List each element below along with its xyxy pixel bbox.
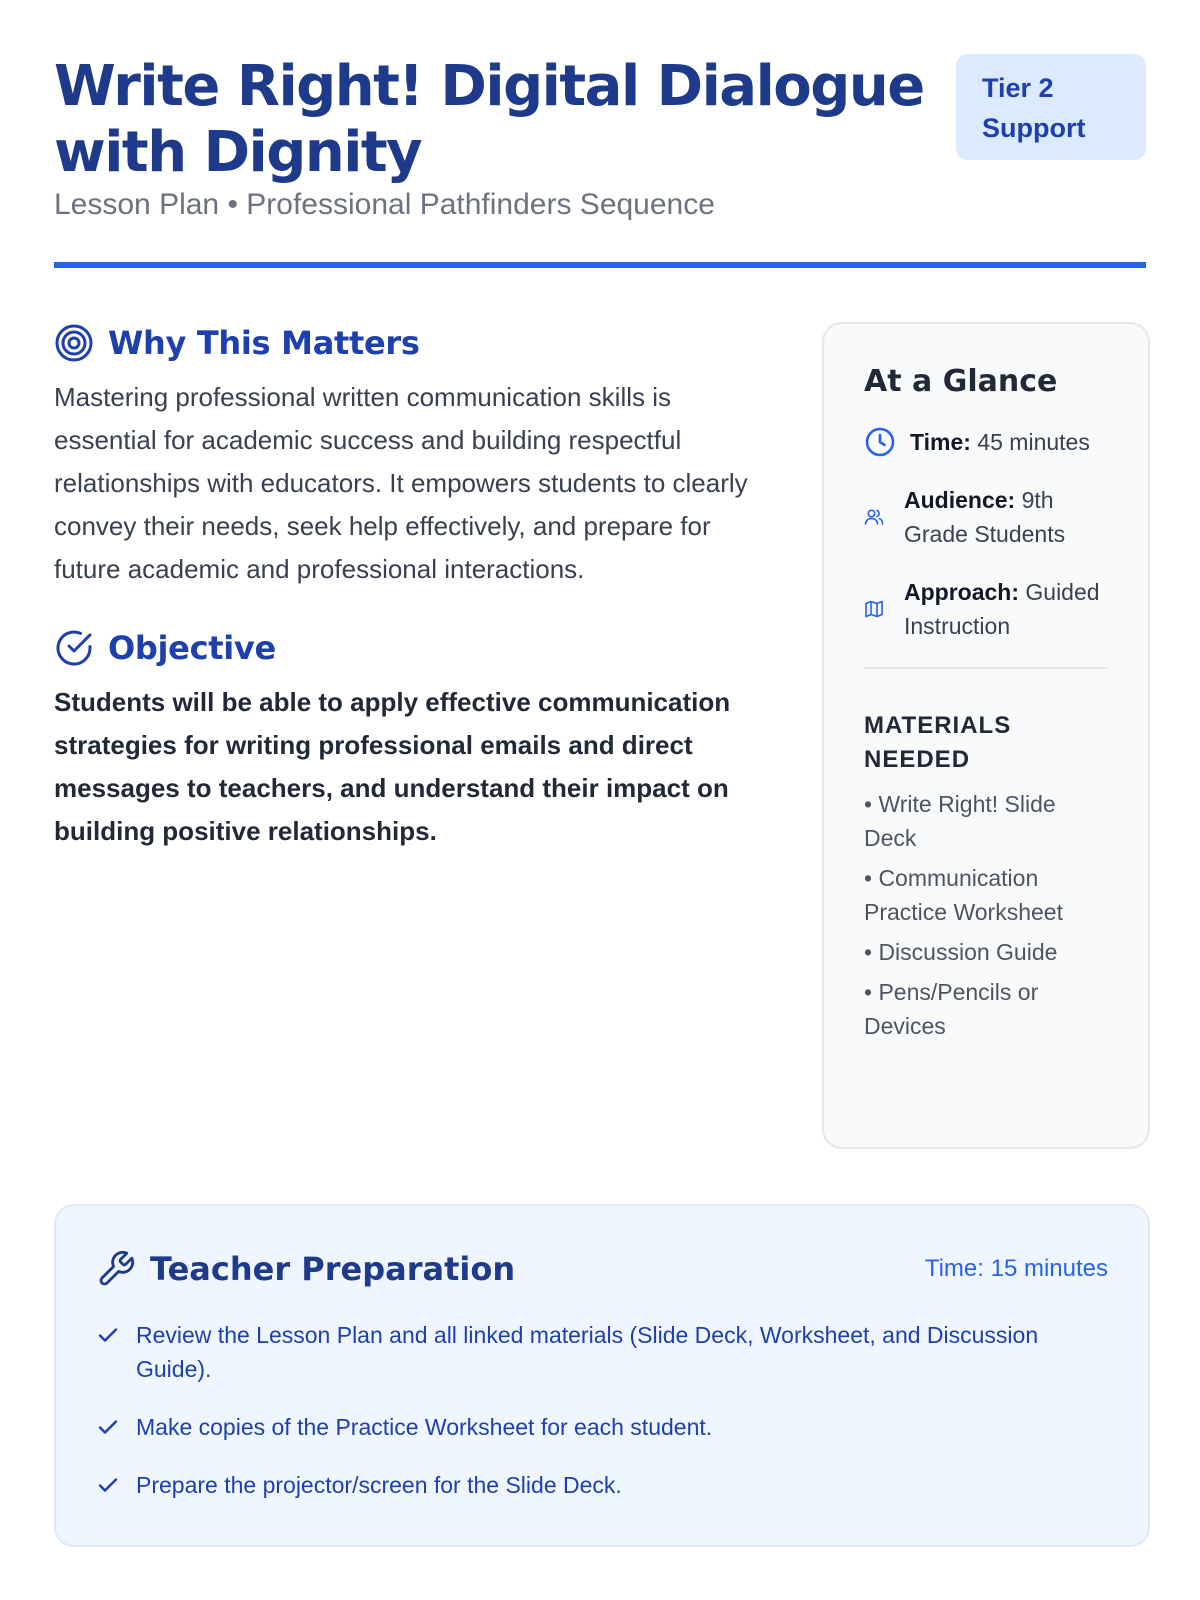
check-circle-icon xyxy=(54,628,94,668)
why-section xyxy=(54,318,774,591)
glance-time-text xyxy=(910,425,1090,459)
glance-approach-value: Guided Instruction xyxy=(904,579,1100,639)
materials-item: • Discussion Guide xyxy=(864,939,1058,965)
prep-item-text: Review the Lesson Plan and all linked materials (Slide Deck, Worksheet, and Discussion Guide). xyxy=(136,1322,1039,1382)
objective-section-header xyxy=(54,623,774,673)
prep-item xyxy=(96,1318,1108,1386)
objective-heading: Objective xyxy=(108,629,276,667)
prep-item-text: Make copies of the Practice Worksheet for each student. xyxy=(136,1414,713,1440)
glance-divider xyxy=(864,667,1108,669)
teacher-preparation-header xyxy=(96,1246,1108,1292)
glance-audience-value: 9th Grade Students xyxy=(904,487,1066,547)
teacher-preparation-list xyxy=(96,1318,1108,1502)
glance-audience-label: Audience: xyxy=(904,487,1016,513)
page-header xyxy=(54,54,1146,268)
check-icon xyxy=(96,1323,122,1347)
glance-time-label: Time: xyxy=(910,429,971,455)
prep-item-text: Prepare the projector/screen for the Slide Deck. xyxy=(136,1472,622,1498)
why-body: Mastering professional written communication skills is essential for academic success and building respectful relationships with educators. It empowers students to clearly convey their needs, seek help effectively, and prepare for future academic and professional interactions. xyxy=(54,382,748,584)
materials-item: • Write Right! Slide Deck xyxy=(864,791,1056,851)
wrench-icon xyxy=(96,1249,136,1289)
glance-item-audience xyxy=(864,483,1108,551)
glance-approach-text xyxy=(904,575,1108,643)
materials-title: MATERIALS NEEDED xyxy=(864,712,1012,773)
page-subtitle: Lesson Plan • Professional Pathfinders Sequence xyxy=(54,188,715,221)
teacher-preparation-heading: Teacher Preparation xyxy=(150,1250,516,1288)
materials-item: • Communication Practice Worksheet xyxy=(864,865,1063,925)
teacher-preparation-card xyxy=(54,1204,1150,1547)
clock-icon xyxy=(864,426,898,458)
glance-item-time xyxy=(864,425,1108,459)
tier-badge: Tier 2 Support xyxy=(956,54,1146,160)
at-a-glance-card xyxy=(822,322,1150,1149)
materials-item: • Pens/Pencils or Devices xyxy=(864,979,1039,1039)
prep-item xyxy=(96,1468,1108,1502)
glance-approach-label: Approach: xyxy=(904,579,1019,605)
objective-body: Students will be able to apply effective communication strategies for writing professional emails and direct messages to teachers, and understand their impact on building positive relationships. xyxy=(54,687,731,846)
target-icon xyxy=(54,323,94,363)
check-icon xyxy=(96,1473,122,1497)
glance-time-value: 45 minutes xyxy=(977,429,1090,455)
main-content xyxy=(54,318,774,853)
prep-item xyxy=(96,1410,1108,1444)
page-title: Write Right! Digital Dialogue with Dignity xyxy=(54,54,924,185)
glance-item-approach xyxy=(864,575,1108,643)
why-section-header xyxy=(54,318,774,368)
users-icon xyxy=(864,507,886,527)
why-heading: Why This Matters xyxy=(108,324,420,362)
teacher-preparation-time: Time: 15 minutes xyxy=(924,1255,1108,1282)
objective-section xyxy=(54,623,774,853)
check-icon xyxy=(96,1415,122,1439)
at-a-glance-title: At a Glance xyxy=(864,364,1058,399)
materials-list xyxy=(864,787,1108,1043)
map-icon xyxy=(864,599,886,619)
glance-audience-text xyxy=(904,483,1108,551)
